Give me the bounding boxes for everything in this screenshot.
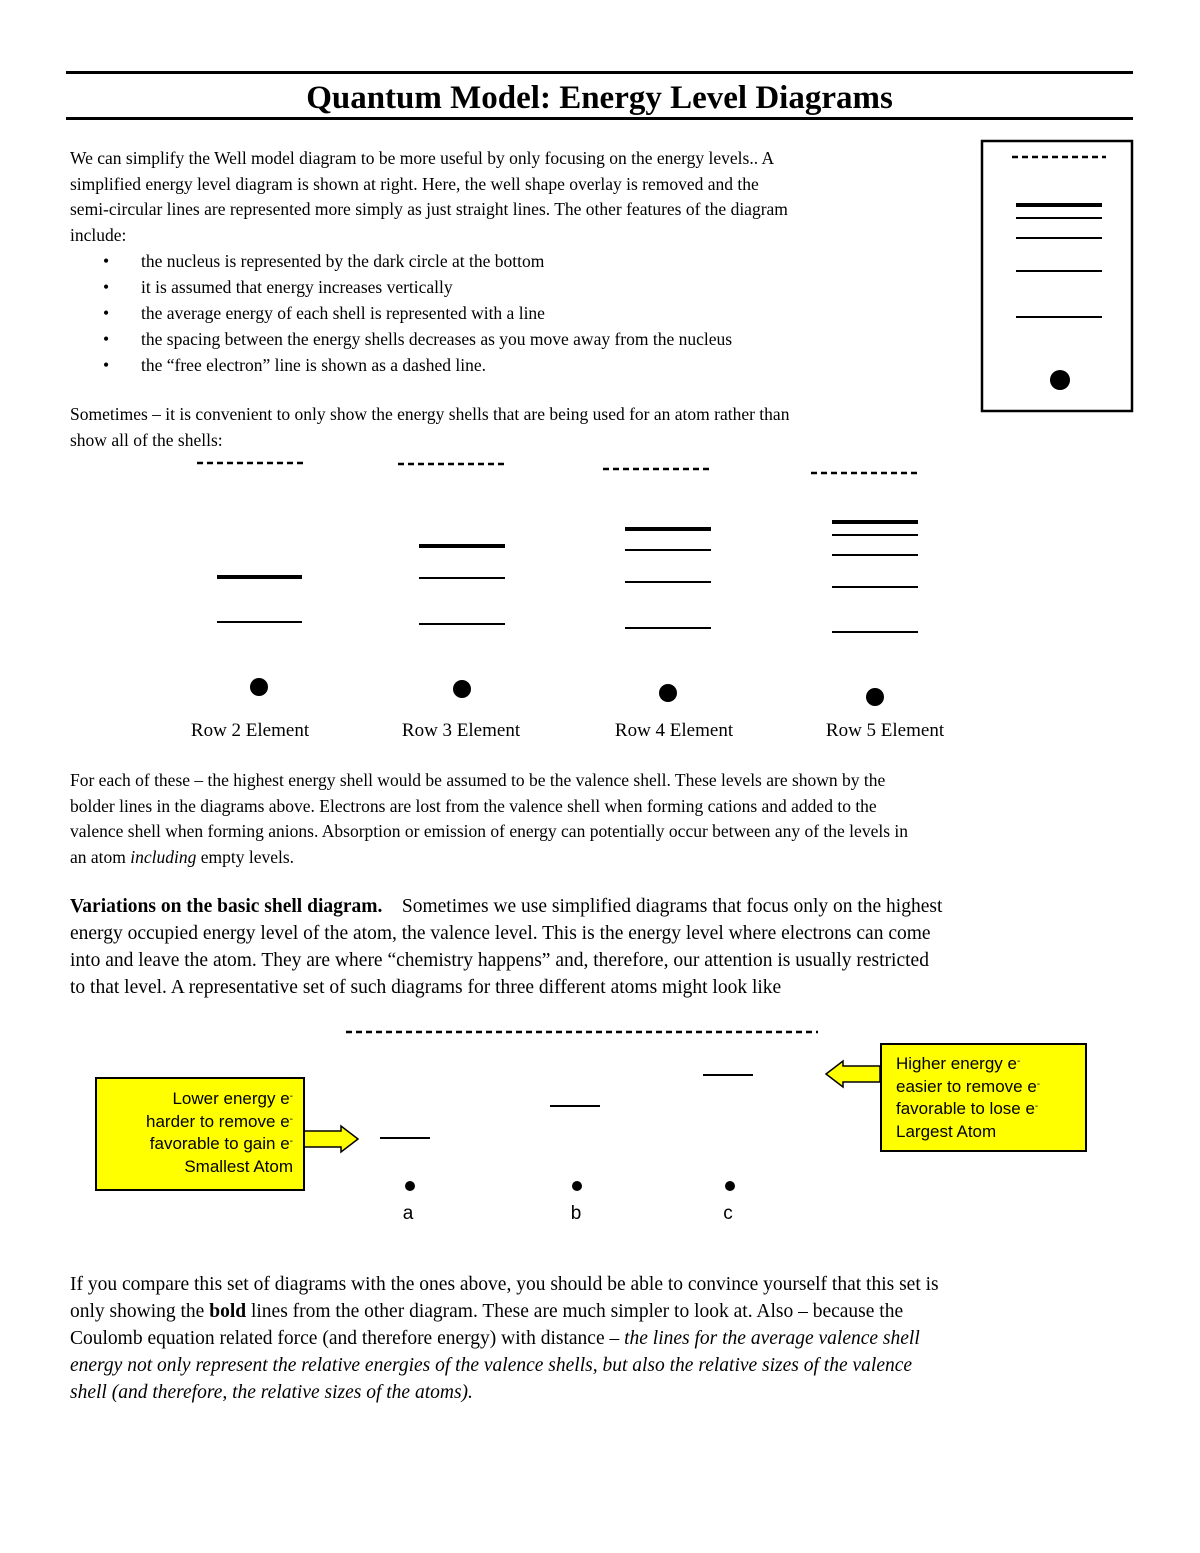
sometimes-line: show all of the shells: bbox=[70, 429, 223, 450]
intro-line: We can simplify the Well model diagram to be more useful by only focusing on the energy levels.. A bbox=[70, 148, 775, 168]
list-item: • it is assumed that energy increases vertically bbox=[70, 274, 970, 300]
sometimes-line: Sometimes – it is convenient to only show the energy shells that are being used for an atom rather than bbox=[70, 404, 790, 424]
intro-line: include: bbox=[70, 224, 127, 245]
nucleus-dot bbox=[1050, 370, 1070, 390]
atom-label-b: b bbox=[570, 1203, 582, 1224]
valence-line: an atom including empty levels. bbox=[70, 846, 295, 867]
variations-line: energy occupied energy level of the atom, the valence level. This is the energy level where electrons can come bbox=[70, 923, 931, 944]
page-title: Quantum Model: Energy Level Diagrams bbox=[306, 80, 893, 116]
row-label: Row 4 Element bbox=[614, 720, 734, 741]
simplified-diagram bbox=[982, 141, 1132, 411]
row-label: Row 2 Element bbox=[190, 720, 310, 741]
valence-line: For each of these – the highest energy shell would be assumed to be the valence shell. These levels are shown by the bbox=[70, 770, 886, 790]
nucleus-dot bbox=[250, 678, 268, 696]
list-item: • the nucleus is represented by the dark circle at the bottom bbox=[70, 248, 970, 274]
variations-heading: Variations on the basic shell diagram. bbox=[70, 896, 383, 917]
conclusion-line: only showing the bold lines from the other diagram. These are much simpler to look at. Also – because the bbox=[70, 1301, 904, 1322]
row2-diagram bbox=[197, 463, 307, 696]
conclusion-line: Coulomb equation related force (and therefore energy) with distance – the lines for the average valence shell bbox=[70, 1328, 920, 1349]
row4-diagram bbox=[603, 469, 713, 702]
atom-label-c: c bbox=[723, 1203, 733, 1224]
variations-line: into and leave the atom. They are where “chemistry happens” and, therefore, our attention is usually restricted bbox=[70, 950, 929, 971]
nucleus-dot-a bbox=[405, 1181, 415, 1191]
nucleus-dot-b bbox=[572, 1181, 582, 1191]
row-label: Row 5 Element bbox=[825, 720, 945, 741]
variations-line: Variations on the basic shell diagram. Sometimes we use simplified diagrams that focus only on the highest bbox=[70, 896, 943, 917]
variations-line: to that level. A representative set of such diagrams for three different atoms might look like bbox=[70, 977, 782, 998]
intro-line: simplified energy level diagram is shown at right. Here, the well shape overlay is removed and the bbox=[70, 173, 759, 194]
conclusion-line: shell (and therefore, the relative sizes of the atoms). bbox=[70, 1382, 473, 1403]
list-item: • the spacing between the energy shells decreases as you move away from the nucleus bbox=[70, 326, 970, 352]
nucleus-dot bbox=[453, 680, 471, 698]
lower-energy-callout: Lower energy e- harder to remove e- favorable to gain e- Smallest Atom bbox=[95, 1077, 305, 1191]
atom-label-a: a bbox=[402, 1203, 414, 1224]
nucleus-dot-c bbox=[725, 1181, 735, 1191]
valence-line: valence shell when forming anions. Absorption or emission of energy can potentially occur between any of the levels in bbox=[70, 821, 908, 842]
variations-paragraph bbox=[70, 893, 1160, 1001]
nucleus-dot bbox=[659, 684, 677, 702]
row5-diagram bbox=[811, 473, 921, 706]
row-label: Row 3 Element bbox=[401, 720, 521, 741]
conclusion-line: energy not only represent the relative energies of the valence shells, but also the relative sizes of the valence bbox=[70, 1355, 913, 1376]
list-item: • the “free electron” line is shown as a dashed line. bbox=[70, 352, 970, 378]
nucleus-dot bbox=[866, 688, 884, 706]
valence-diagrams bbox=[304, 1032, 880, 1191]
conclusion-paragraph bbox=[70, 1271, 1160, 1406]
arrow-left-icon bbox=[826, 1061, 880, 1087]
list-item: • the average energy of each shell is represented with a line bbox=[70, 300, 970, 326]
row3-diagram bbox=[398, 464, 508, 698]
valence-paragraph bbox=[70, 768, 1150, 870]
valence-line: bolder lines in the diagrams above. Electrons are lost from the valence shell when forming cations and added to the bbox=[70, 795, 877, 816]
arrow-right-icon bbox=[304, 1126, 358, 1152]
conclusion-line: If you compare this set of diagrams with the ones above, you should be able to convince yourself that this set is bbox=[70, 1274, 939, 1295]
higher-energy-callout: Higher energy e- easier to remove e- favorable to lose e- Largest Atom bbox=[880, 1043, 1087, 1152]
intro-line: semi-circular lines are represented more simply as just straight lines. The other features of the diagram bbox=[70, 199, 788, 220]
